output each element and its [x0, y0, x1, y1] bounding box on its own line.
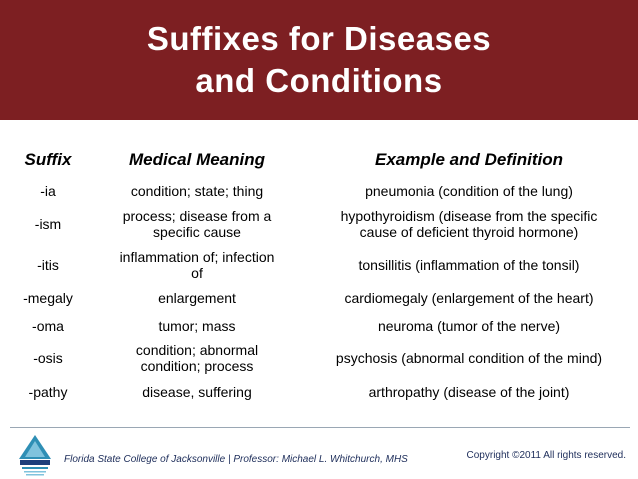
suffix-cell: -osis — [33, 350, 63, 366]
copyright-text: Copyright ©2011 All rights reserved. — [466, 450, 626, 461]
meaning-cell: condition; state; thing — [130, 183, 264, 199]
suffix-cell: -oma — [32, 318, 64, 334]
suffix-cell: -itis — [37, 257, 59, 273]
footer-divider — [10, 427, 630, 428]
suffix-cell: -ism — [34, 216, 62, 232]
table-row — [0, 378, 638, 406]
slide-title-line-2: and Conditions — [195, 62, 443, 99]
title-banner — [0, 0, 638, 120]
example-cell: psychosis (abnormal condition of the mind) — [335, 350, 603, 366]
table-row — [0, 312, 638, 340]
table-row — [0, 284, 638, 312]
header-example-definition: Example and Definition — [375, 150, 563, 169]
header-medical-meaning: Medical Meaning — [128, 150, 266, 169]
footer-institution-text: Florida State College of Jacksonville | Professor: Michael L. Whitchurch, MHS — [64, 454, 408, 465]
meaning-cell: process; disease from a specific cause — [122, 208, 272, 240]
suffix-cell: -megaly — [23, 290, 73, 306]
table-row — [0, 340, 638, 376]
header-suffix: Suffix — [24, 150, 72, 169]
meaning-cell: inflammation of; infection of — [119, 249, 275, 281]
table-header — [0, 146, 638, 174]
meaning-cell: disease, suffering — [142, 384, 252, 400]
table-row — [0, 176, 638, 206]
example-cell: neuroma (tumor of the nerve) — [377, 318, 561, 334]
suffix-cell: -pathy — [28, 384, 68, 400]
example-cell: arthropathy (disease of the joint) — [368, 384, 570, 400]
meaning-cell: condition; abnormal condition; process — [135, 342, 259, 374]
slide-title-line-1: Suffixes for Diseases — [146, 20, 492, 57]
meaning-cell: enlargement — [158, 290, 236, 306]
example-cell: tonsillitis (inflammation of the tonsil) — [358, 257, 580, 273]
example-cell: pneumonia (condition of the lung) — [365, 183, 573, 199]
college-logo — [16, 433, 54, 477]
table-row — [0, 246, 638, 284]
example-cell: hypothyroidism (disease from the specific cause of deficient thyroid hormone) — [340, 208, 598, 240]
suffix-cell: -ia — [40, 183, 56, 199]
table-row — [0, 206, 638, 242]
meaning-cell: tumor; mass — [158, 318, 236, 334]
example-cell: cardiomegaly (enlargement of the heart) — [344, 290, 594, 306]
